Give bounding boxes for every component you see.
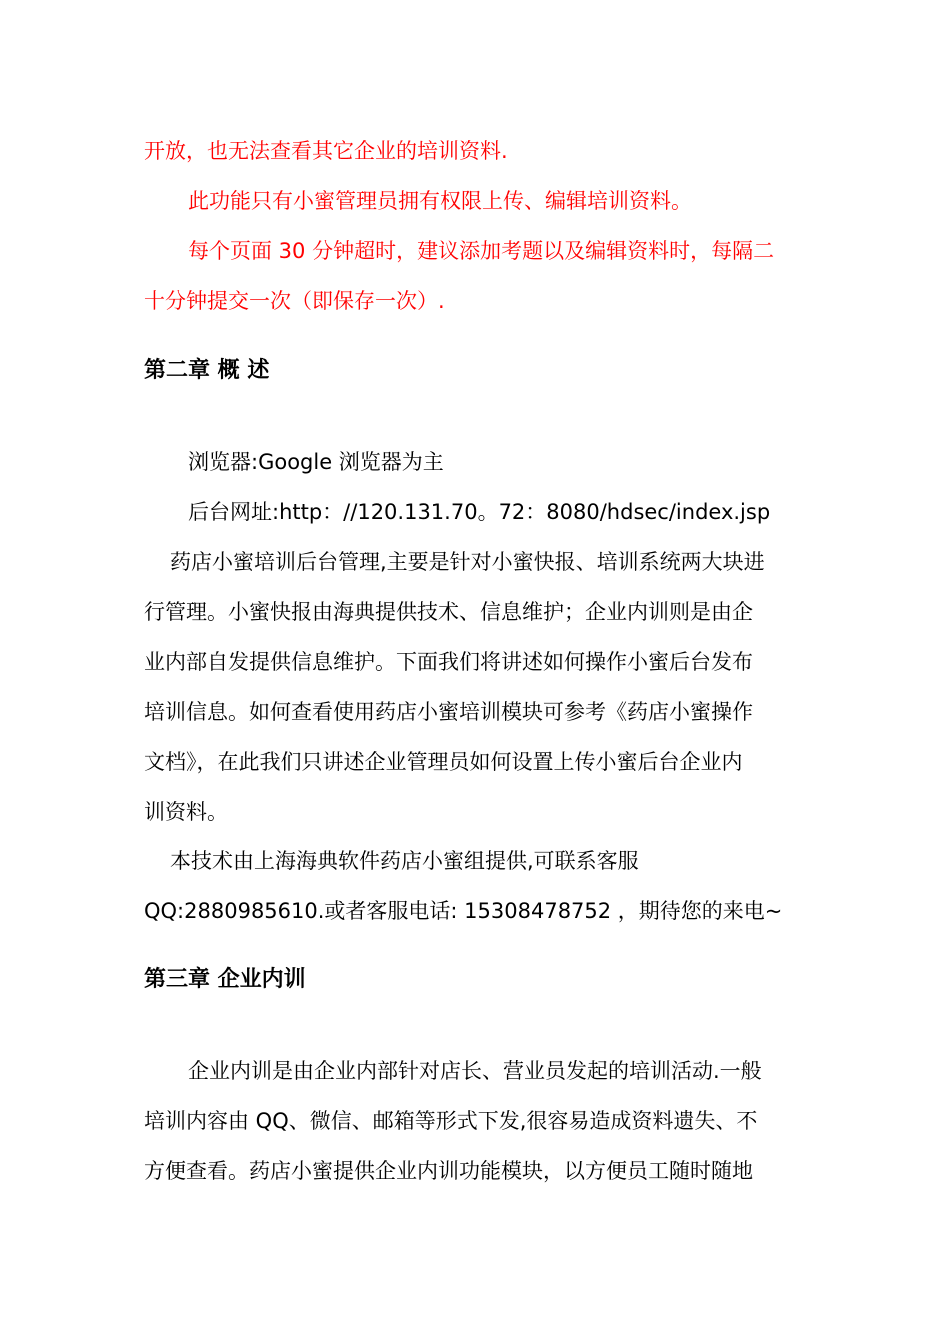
chapter-2-paragraph-line: 业内部自发提供信息维护。下面我们将讲述如何操作小蜜后台发布 [144,650,753,674]
notice-line-1: 开放，也无法查看其它企业的培训资料. [144,139,508,163]
chapter-2-paragraph-line: 训资料。 [144,800,228,824]
contact-line: QQ:2880985610.或者客服电话: 15308478752 ，期待您的来电~ [144,899,783,923]
chapter-3-paragraph-line: 企业内训是由企业内部针对店长、营业员发起的培训活动.一般 [188,1059,762,1083]
browser-line: 浏览器:Google 浏览器为主 [188,450,444,474]
chapter-2-paragraph-line: 行管理。小蜜快报由海典提供技术、信息维护；企业内训则是由企 [144,600,753,624]
chapter-2-paragraph-line: 文档》，在此我们只讲述企业管理员如何设置上传小蜜后台企业内 [144,750,743,774]
chapter-3-paragraph-line: 培训内容由 QQ、微信、邮箱等形式下发,很容易造成资料遗失、不 [144,1109,758,1133]
notice-line-3: 每个页面 30 分钟超时，建议添加考题以及编辑资料时，每隔二 [188,239,775,263]
chapter-2-title: 第二章 概 述 [144,358,270,383]
chapter-3-paragraph-line: 方便查看。药店小蜜提供企业内训功能模块，以方便员工随时随地 [144,1159,753,1183]
contact-line: 本技术由上海海典软件药店小蜜组提供,可联系客服 [170,849,639,873]
notice-line-2: 此功能只有小蜜管理员拥有权限上传、编辑培训资料。 [188,189,692,213]
url-line: 后台网址:http：//120.131.70。72：8080/hdsec/index.jsp [188,500,771,524]
notice-line-4: 十分钟提交一次（即保存一次）. [144,289,445,313]
chapter-2-paragraph-line: 培训信息。如何查看使用药店小蜜培训模块可参考《药店小蜜操作 [144,700,753,724]
chapter-3-title: 第三章 企业内训 [144,967,306,992]
chapter-2-paragraph-line: 药店小蜜培训后台管理,主要是针对小蜜快报、培训系统两大块进 [170,550,765,574]
